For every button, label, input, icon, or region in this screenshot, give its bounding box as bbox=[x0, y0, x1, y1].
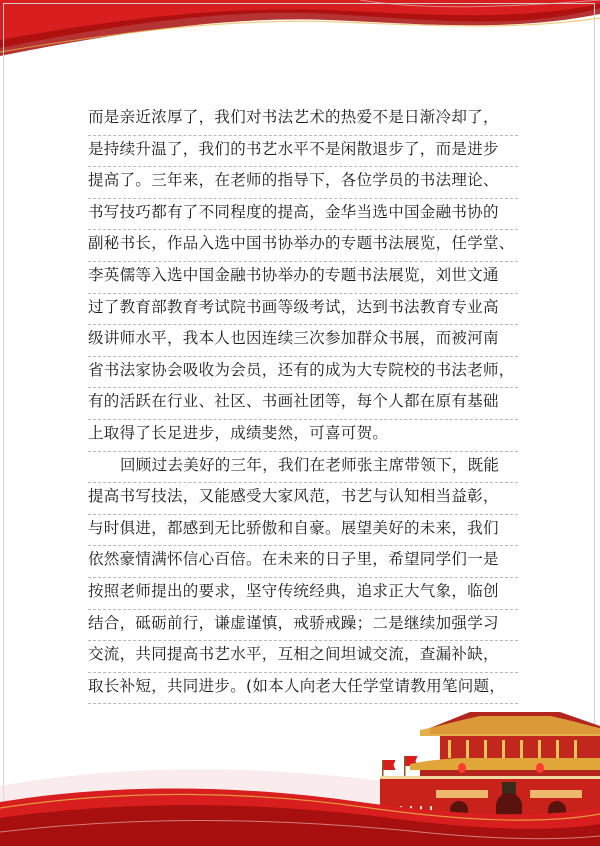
text-line: 提高书写技法，又能感受大家风范，书艺与认知相当益彰， bbox=[88, 483, 518, 515]
text-line: 结合，砥砺前行，谦虚谨慎，戒骄戒躁；二是继续加强学习 bbox=[88, 610, 518, 642]
text-line: 与时俱进，都感到无比骄傲和自豪。展望美好的未来，我们 bbox=[88, 515, 518, 547]
text-line: 省书法家协会吸收为会员，还有的成为大专院校的书法老师， bbox=[88, 357, 518, 389]
text-line: 过了教育部教育考试院书画等级考试，达到书法教育专业高 bbox=[88, 294, 518, 326]
text-line: 级讲师水平，我本人也因连续三次参加群众书展，而被河南 bbox=[88, 325, 518, 357]
text-line: 李英儒等入选中国金融书协举办的专题书法展览，刘世文通 bbox=[88, 262, 518, 294]
text-line: 副秘书长，作品入选中国书协举办的专题书法展览，任学堂、 bbox=[88, 230, 518, 262]
text-line: 交流，共同提高书艺水平，互相之间坦诚交流，查漏补缺， bbox=[88, 641, 518, 673]
text-line: 有的活跃在行业、社区、书画社团等，每个人都在原有基础 bbox=[88, 388, 518, 420]
body-text bbox=[88, 104, 518, 704]
text-line: 上取得了长足进步，成绩斐然，可喜可贺。 bbox=[88, 420, 518, 452]
paragraph-start-line: 回顾过去美好的三年，我们在老师张主席带领下，既能 bbox=[88, 452, 518, 484]
text-line: 而是亲近浓厚了，我们对书法艺术的热爱不是日渐冷却了， bbox=[88, 104, 518, 136]
text-line: 书写技巧都有了不同程度的提高，金华当选中国金融书协的 bbox=[88, 199, 518, 231]
text-line: 提高了。三年来，在老师的指导下，各位学员的书法理论、 bbox=[88, 167, 518, 199]
text-line: 取长补短，共同进步。(如本人向老大任学堂请教用笔问题， bbox=[88, 673, 518, 705]
text-line: 依然豪情满怀信心百倍。在未来的日子里，希望同学们一是 bbox=[88, 546, 518, 578]
tiananmen-gate-icon bbox=[380, 712, 600, 820]
text-line: 按照老师提出的要求，坚守传统经典，追求正大气象，临创 bbox=[88, 578, 518, 610]
text-line: 是持续升温了，我们的书艺水平不是闲散退步了，而是进步 bbox=[88, 136, 518, 168]
bottom-tiananmen-decoration bbox=[0, 690, 600, 846]
